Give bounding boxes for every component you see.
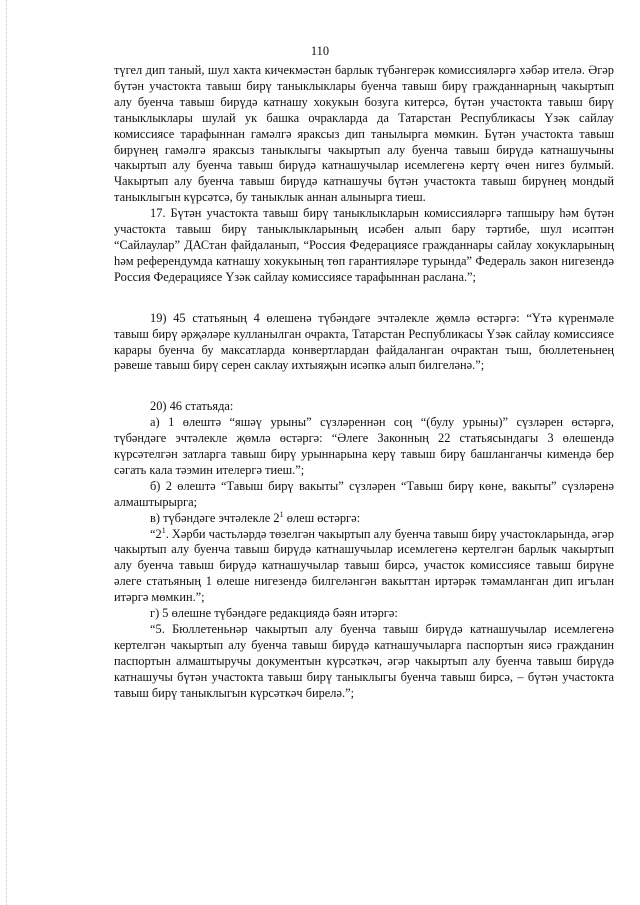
paragraph-item-17: 17. Бүтән участокта тавыш бирү таныклыкларын комиссияләргә тапшыру һәм бүтән участокта тавыш бирү таныклыкларының исәбен алып бару тәртибе, шул исәптән “Сайлаулар” ДАСтан файдаланып, “Россия Федерациясе гражданнары сайлау хокукларының һәм референдумда катнашу хокукының төп гарантияләре турында” Федераль закон нигезендә Россия Федерациясе Үзәк сайлау комиссиясе тарафыннан раслана.”; [114,206,614,284]
paragraph-gap [114,374,614,399]
paragraph-item-19: 19) 45 статьяның 4 өлешенә түбәндәге эчтәлекле җөмлә өстәргә: “Үтә күренмәле тавыш бирү әрҗәләре кулланылган очракта, Татарстан Республикасы Үзәк сайлау комиссиясе карары буенча бу максатларда конвертлардан файдаланган очрактан тыш, бюллетеньнең рәвеше тавыш бирү серен саклау ихтыяҗын исәпкә алып билгеләнә.”; [114,310,614,373]
paragraph-gap [114,286,614,311]
paragraph-part-5: “5. Бюллетеньнәр чакыртып алу буенча тавыш бирүдә катнашучылар исемлегенә кертелгән чакыртып алу буенча тавыш бирүдә катнашучыларга паспортын яисә гражданин паспортын алмаштыручы документын күрсәткәч, әгәр чакыртып алу буенча тавыш бирүдә катнашучы бүтән участокта тавыш бирү таныклыгы буенча тавыш бирсә, – бүтән участокта тавыш бирү таныклыгын күрсәткәч бирелә.”; [114,622,614,700]
document-body [114,63,614,702]
paragraph-item-20: 20) 46 статьяда: [150,399,234,414]
page-number: 110 [310,44,330,58]
part-2-1-number: “2 [150,526,162,541]
paragraph-subitem-g: г) 5 өлешне түбәндәге редакциядә бәян итәргә: [150,606,398,621]
subitem-v-superscript: 1 [279,509,284,519]
paragraph-subitem-v [114,511,614,527]
subitem-v-tail: өлеш өстәргә: [283,510,361,525]
paragraph-part-2-1 [114,527,614,607]
paragraph-subitem-b: б) 2 өлештә “Тавыш бирү вакыты” сүзләрен “Тавыш бирү көне, вакыты” сүзләренә алмаштырырга; [114,478,614,509]
paragraph-continuation: түгел дип таный, шул хакта кичекмәстән барлык түбәнгерәк комиссияләргә хәбәр ителә. Әгәр бүтән участокта тавыш бирү таныклыклары буенча тавыш бирү гражданнарның чакыртып алу буенча тавыш бирүдә катнашу хокукын бозуга китерсә, бүтән участокта тавыш бирү таныклыклары шулай ук башка очракларда да Татарстан Республикасы Үзәк сайлау комиссиясе тарафыннан гамәлгә яраксыз дип танылырга мөмкин. Бүтән участокта тавыш бирүнең гамәлгә яраксыз таныклыгы чакыртып алу буенча тавыш бирүдә катнашучыны чакыртып алу буенча тавыш бирүдә катнашучылар исемлегенә кертү өчен нигез булмый. Чакыртып алу буенча тавыш бирүдә катнашучы бүтән участокта тавыш бирүнең мондый таныклыгын күрсәтсә, бу таныклык аннан алынырга тиеш. [114,63,614,205]
part-2-1-text: . Хәрби частьләрдә төзелгән чакыртып алу буенча тавыш бирү участокларында, әгәр чакыртып алу буенча тавыш бирүдә катнашучылар исемлегенә кертелгән барлык чакыртып алу буенча тавыш бирүдә катнашучылар тавыш бирсә, участок комиссиясе тавыш бирүне әлеге статьяның 1 өлеше нигезендә билгеләнгән вакыттан иртәрәк тәмамланган дип игълан итәргә мөмкин.”; [114,526,614,605]
subitem-v-text: в) түбәндәге эчтәлекле 2 [150,510,280,525]
scan-margin-line [6,0,8,905]
paragraph-subitem-a: а) 1 өлештә “яшәү урыны” сүзләреннән соң “(булу урыны)” сүзләрен өстәргә, түбәндәге эчтәлекле җөмлә өстәргә: “Әлеге Законның 22 статьясындагы 3 өлешендә күрсәтелгән затларга тавыш бирү урыннарына керү тавыш бирү башланганчы кимендә бер сәгать кала тәэмин ителергә тиеш.”; [114,415,614,477]
part-2-1-superscript: 1 [161,525,166,535]
